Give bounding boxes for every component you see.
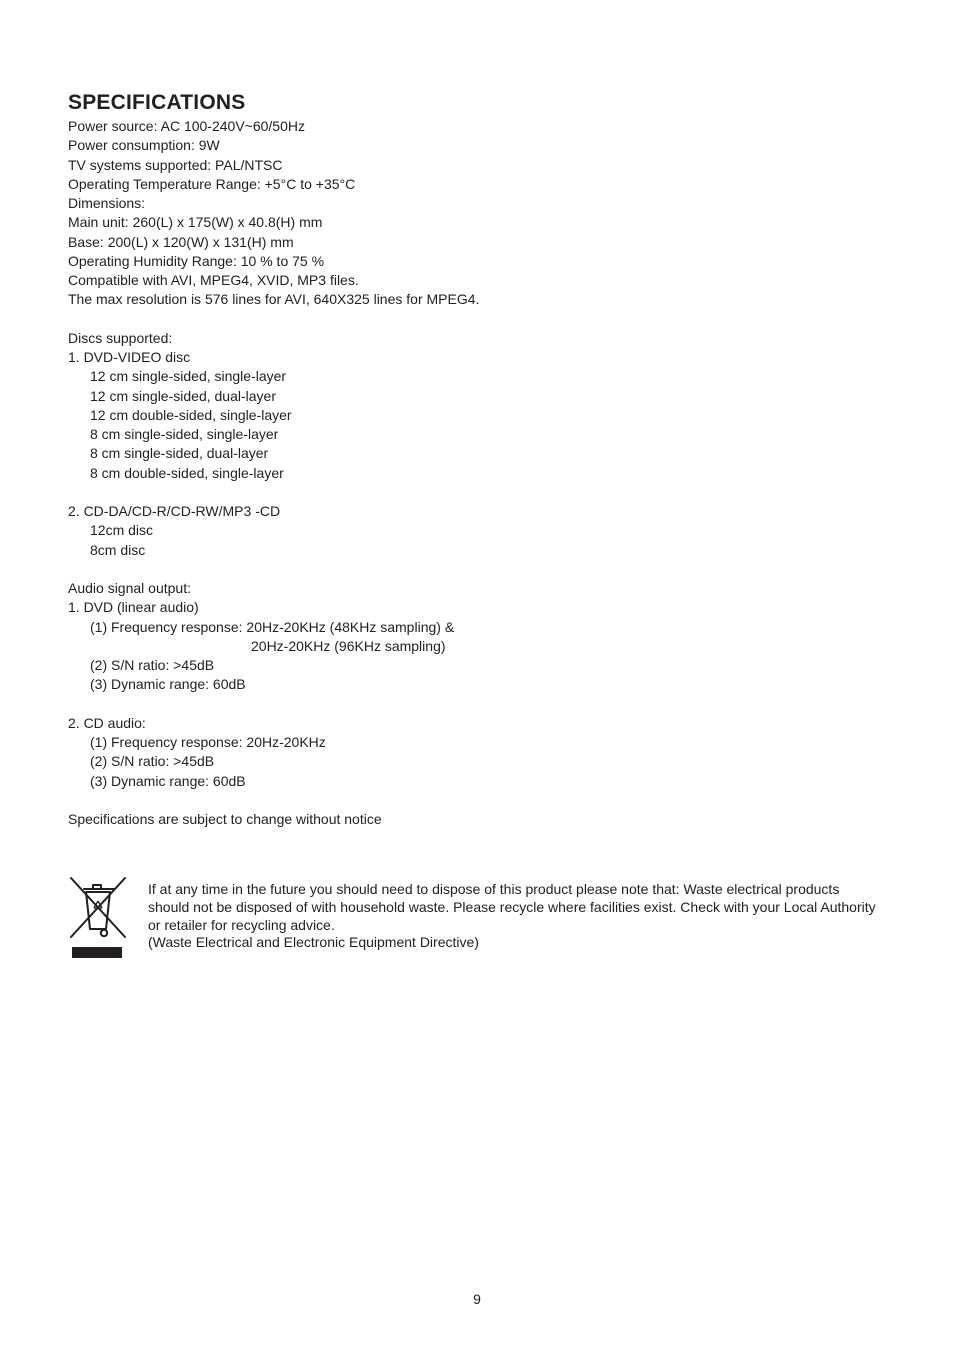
dvd-sn-ratio: (2) S/N ratio: >45dB [90,657,215,673]
cd-audio-title: 2. CD audio: [68,714,146,731]
spacer [68,560,888,579]
cd-disc-item: 12cm disc [90,522,154,539]
dvd-disc-item: 8 cm single-sided, single-layer [90,426,279,442]
change-notice: Specifications are subject to change without notice [68,811,382,827]
cd-frequency-response: (1) Frequency response: 20Hz-20KHz [90,734,326,750]
specifications-body [68,117,888,829]
dvd-frequency-response-continued: 20Hz-20KHz (96KHz sampling) [251,637,446,654]
dvd-disc-item: 12 cm double-sided, single-layer [90,406,292,423]
page-title: SPECIFICATIONS [68,91,246,114]
spec-base-dimensions: Base: 200(L) x 120(W) x 131(H) mm [68,233,294,250]
cd-sn-ratio: (2) S/N ratio: >45dB [90,753,215,770]
audio-heading: Audio signal output: [68,580,191,596]
spacer [68,310,888,329]
spacer [68,695,888,714]
dvd-audio-title: 1. DVD (linear audio) [68,599,199,616]
page-number: 9 [473,1291,481,1307]
dvd-dynamic-range: (3) Dynamic range: 60dB [90,676,246,693]
spec-operating-temperature: Operating Temperature Range: +5°C to +35°C [68,175,356,192]
spec-tv-systems: TV systems supported: PAL/NTSC [68,156,283,173]
weee-disposal-notice [148,881,878,952]
dvd-disc-item: 8 cm single-sided, dual-layer [90,445,269,462]
spec-max-resolution: The max resolution is 576 lines for AVI, 640X325 lines for MPEG4. [68,291,480,308]
discs-heading: Discs supported: [68,329,173,346]
cd-dynamic-range: (3) Dynamic range: 60dB [90,772,246,789]
spec-main-unit-dimensions: Main unit: 260(L) x 175(W) x 40.8(H) mm [68,214,323,231]
dvd-disc-item: 8 cm double-sided, single-layer [90,464,284,481]
spec-dimensions-heading: Dimensions: [68,195,146,211]
dvd-frequency-response: (1) Frequency response: 20Hz-20KHz (48KHz sampling) & [90,618,455,635]
cd-disc-title: 2. CD-DA/CD-R/CD-RW/MP3 -CD [68,503,281,519]
spec-compatible-formats: Compatible with AVI, MPEG4, XVID, MP3 files. [68,272,359,288]
cd-disc-item: 8cm disc [90,541,146,558]
dvd-disc-title: 1. DVD-VIDEO disc [68,349,191,365]
spacer [68,791,888,810]
spec-operating-humidity: Operating Humidity Range: 10 % to 75 % [68,252,325,269]
weee-disposal-text: If at any time in the future you should need to dispose of this product please note that: Waste electrical products should not be disposed of with household waste. Please recycle where facilities exist. Check with your Local Authority or retailer for recycling advice. [148,881,876,933]
spec-power-consumption: Power consumption: 9W [68,137,220,154]
crossed-out-wheelie-bin-icon [68,875,128,961]
dvd-disc-item: 12 cm single-sided, single-layer [90,368,287,385]
weee-directive-name: (Waste Electrical and Electronic Equipment Directive) [148,934,479,951]
spacer [68,483,888,502]
spec-power-source: Power source: AC 100-240V~60/50Hz [68,118,305,134]
dvd-disc-item: 12 cm single-sided, dual-layer [90,387,276,404]
